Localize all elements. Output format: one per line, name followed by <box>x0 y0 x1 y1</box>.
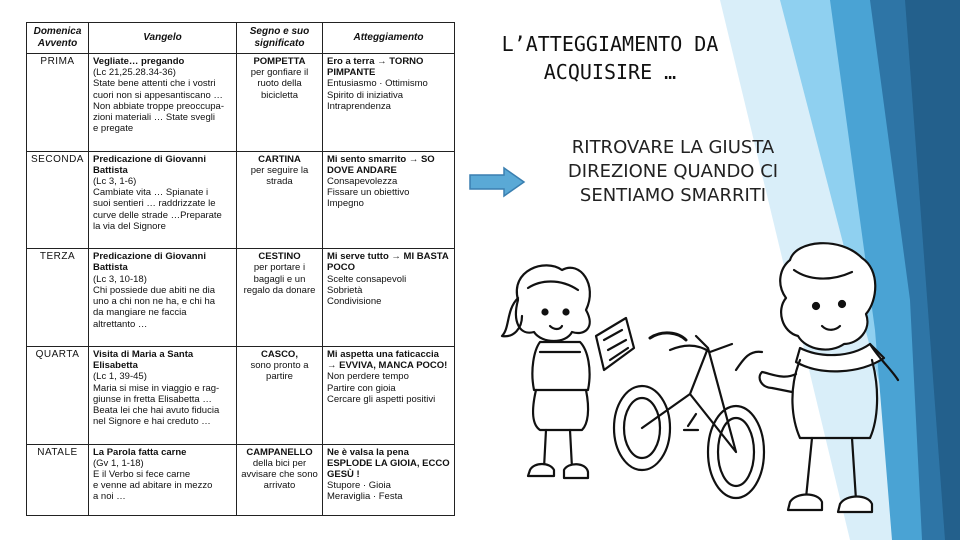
gospel-line: altrettanto … <box>93 318 148 330</box>
attitude-line: Intraprendenza <box>327 100 391 112</box>
attitude-cell <box>323 151 455 249</box>
sign-text: della bici per avvisare che sono arrivato <box>241 457 318 492</box>
gospel-title: La Parola fatta carne <box>93 446 187 458</box>
header-gospel: Vangelo <box>89 23 237 54</box>
gospel-line: State bene attenti che i vostri <box>93 78 216 90</box>
gospel-ref: (Lc 3, 1-6) <box>93 176 137 188</box>
sign-text: per portare i bagagli e un regalo da donare <box>243 262 316 296</box>
table-row <box>27 444 455 515</box>
sign-text: per seguire la strada <box>250 164 309 188</box>
attitude-line: Sobrietà <box>327 284 363 296</box>
attitude-line: Consapevolezza <box>327 176 398 188</box>
attitude-line: Entusiasmo · Ottimismo <box>327 78 428 90</box>
table-row <box>27 346 455 444</box>
sign-cell <box>237 54 323 152</box>
boy-figure <box>760 243 898 512</box>
sign-cell <box>237 346 323 444</box>
gospel-cell <box>89 151 237 249</box>
week-cell: NATALE <box>27 444 89 515</box>
header-attitude: Atteggiamento <box>323 23 455 54</box>
sign-cell <box>237 444 323 515</box>
gospel-title: Predicazione di Giovanni Battista <box>93 251 206 274</box>
sign-cell <box>237 249 323 347</box>
right-arrow-icon <box>468 166 526 198</box>
week-cell: PRIMA <box>27 54 89 152</box>
gospel-ref: (Lc 3, 10-18) <box>93 273 147 285</box>
gospel-line: suoi sentieri … raddrizzate le <box>93 198 216 210</box>
attitude-line: Stupore · Gioia <box>327 480 391 492</box>
attitude-line: Scelte consapevoli <box>327 273 407 285</box>
attitude-title: Mi serve tutto → MI BASTA POCO <box>327 251 449 274</box>
gospel-line: Beata lei che hai avuto fiducia <box>93 404 220 416</box>
attitude-title: Ero a terra → TORNO PIMPANTE <box>327 56 424 79</box>
gospel-line: da mangiare ne faccia <box>93 307 187 319</box>
table-row <box>27 54 455 152</box>
gospel-ref: (Lc 1, 39-45) <box>93 371 147 383</box>
girl-figure <box>502 265 634 478</box>
week-cell: TERZA <box>27 249 89 347</box>
page-title: L’ATTEGGIAMENTO DA ACQUISIRE … <box>501 32 719 84</box>
attitude-line: Cercare gli aspetti positivi <box>327 393 436 405</box>
gospel-title: Vegliate… pregando <box>93 56 185 67</box>
sign-text: per gonfiare il ruoto della bicicletta <box>250 67 309 101</box>
gospel-line: la via del Signore <box>93 220 166 232</box>
sign-text: sono pronto a partire <box>250 360 309 383</box>
advent-table <box>26 22 455 516</box>
attitude-line: Partire con gioia <box>327 382 396 394</box>
attitude-line: Meraviglia · Festa <box>327 491 403 503</box>
gospel-line: a noi … <box>93 491 126 503</box>
gospel-line: cuori non si appesantiscano … <box>93 89 223 101</box>
attitude-line: Fissare un obiettivo <box>327 187 410 199</box>
attitude-cell <box>323 249 455 347</box>
header-sign: Segno e suo significato <box>237 23 323 54</box>
attitude-cell <box>323 346 455 444</box>
table-row <box>27 151 455 249</box>
gospel-line: E il Verbo si fece carne <box>93 468 191 480</box>
gospel-cell <box>89 54 237 152</box>
attitude-line: Condivisione <box>327 296 382 308</box>
sign-name: POMPETTA <box>253 56 306 67</box>
gospel-line: Chi possiede due abiti ne dia <box>93 284 216 296</box>
gospel-line: giunse in fretta Elisabetta … <box>93 393 212 405</box>
bicycle-figure <box>614 333 764 498</box>
gospel-ref: (Gv 1, 1-18) <box>93 457 144 469</box>
gospel-line: nel Signore e hai creduto … <box>93 416 211 428</box>
table-header-row <box>27 23 455 54</box>
advent-table-panel <box>26 22 454 516</box>
attitude-line: Impegno <box>327 198 364 210</box>
header-sunday: Domenica Avvento <box>27 23 89 54</box>
week-cell: SECONDA <box>27 151 89 249</box>
gospel-line: uno a chi non ne ha, e chi ha <box>93 296 216 308</box>
sign-name: CAMPANELLO <box>246 446 313 458</box>
gospel-line: Non abbiate troppe preoccupa- <box>93 100 224 112</box>
attitude-title: Mi aspetta una faticaccia → EVVIVA, MANCA POCO! <box>327 348 448 372</box>
sign-cell <box>237 151 323 249</box>
sign-name: CASCO, <box>261 348 298 360</box>
attitude-line: Non perdere tempo <box>327 371 409 383</box>
sign-name: CESTINO <box>258 251 301 263</box>
attitude-cell <box>323 54 455 152</box>
gospel-line: e pregate <box>93 123 134 135</box>
gospel-title: Visita di Maria a Santa Elisabetta <box>93 348 194 372</box>
attitude-title: Mi sento smarrito → SO DOVE ANDARE <box>327 153 435 176</box>
gospel-title: Predicazione di Giovanni Battista <box>93 153 206 176</box>
attitude-line: Spirito di iniziativa <box>327 89 404 101</box>
table-row <box>27 249 455 347</box>
week-cell: QUARTA <box>27 346 89 444</box>
gospel-cell <box>89 346 237 444</box>
gospel-line: Cambiate vita … Spianate i <box>93 187 209 199</box>
sign-name: CARTINA <box>258 153 301 165</box>
gospel-line: Maria si mise in viaggio e rag- <box>93 382 220 394</box>
gospel-line: (Lc 21,25.28.34-36) <box>93 67 176 79</box>
gospel-cell <box>89 444 237 515</box>
gospel-line: curve delle strade …Preparate <box>93 209 222 221</box>
gospel-line: zioni materiali … State svegli <box>93 112 215 124</box>
page-subtitle: RITROVARE LA GIUSTA DIREZIONE QUANDO CI SENTIAMO SMARRITI <box>567 137 779 206</box>
children-with-bicycle-illustration <box>500 240 900 540</box>
attitude-cell <box>323 444 455 515</box>
gospel-line: e venne ad abitare in mezzo <box>93 480 213 492</box>
gospel-cell <box>89 249 237 347</box>
attitude-title: Ne è valsa la pena ESPLODE LA GIOIA, ECCO GESÙ ! <box>327 446 450 480</box>
